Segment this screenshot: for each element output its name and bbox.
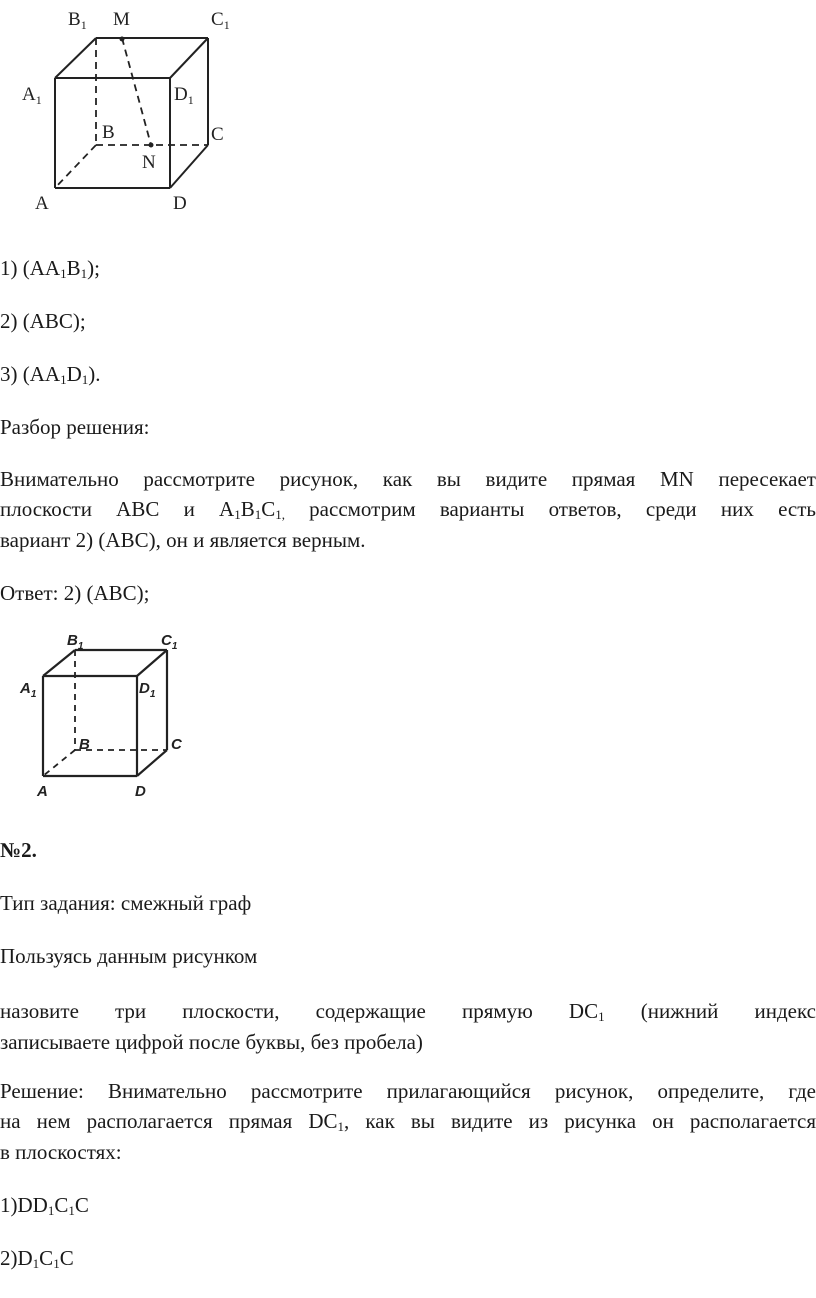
cube-figure-plain <box>15 630 215 810</box>
fig2-label-a: A <box>37 783 48 800</box>
plane-2: $2)D_1C_1C$ <box>0 1246 74 1271</box>
answer-text: Ответ: 2) (ABC); <box>0 581 150 605</box>
analysis-line-3: вариант 2) (ABC), он и является верным. <box>0 528 366 552</box>
fig2-label-b: B <box>79 736 90 753</box>
fig2-label-c: C <box>171 736 182 753</box>
label-b1: $B_1$ <box>68 9 87 32</box>
analysis-line-1: Внимательно рассмотрите рисунок, как вы видите прямая MN пересекает <box>0 467 816 491</box>
label-c1: $C_1$ <box>211 9 230 32</box>
question-line-1: назовите три плоскости, содержащие прямую $DC_1$ (нижний индекс <box>0 999 816 1024</box>
analysis-heading: Разбор решения: <box>0 415 150 439</box>
option-3: 3) $(AA_1D_1)$. <box>0 362 101 387</box>
task-type: Тип задания: смежный граф <box>0 891 252 915</box>
label-a: A <box>35 193 49 214</box>
label-d: D <box>173 193 187 214</box>
fig2-label-b1: $B_1$ <box>67 632 84 652</box>
plane-1: $1)DD_1C_1C$ <box>0 1193 89 1218</box>
option-1: 1) $(AA_1B_1)$; <box>0 256 100 281</box>
label-c: C <box>211 124 224 145</box>
label-d1: $D_1$ <box>174 84 194 107</box>
label-a1: $A_1$ <box>22 84 42 107</box>
fig2-label-d1: $D_1$ <box>139 680 156 700</box>
cube-figure-mn <box>0 0 260 220</box>
label-m: M <box>113 9 130 30</box>
task-prompt: Пользуясь данным рисунком <box>0 944 258 968</box>
solution-line-2: на нем располагается прямая $DC_1$, как вы видите из рисунка он располагается <box>0 1109 816 1134</box>
task-number: №2. <box>0 838 37 862</box>
solution-line-3: в плоскостях: <box>0 1140 122 1164</box>
fig2-label-a1: $A_1$ <box>20 680 37 700</box>
analysis-line-2: плоскости ABC и $A_1B_1C_{1,}$ рассмотрим варианты ответов, среди них есть <box>0 497 816 522</box>
question-line-2: записываете цифрой после буквы, без пробела) <box>0 1030 423 1054</box>
solution-line-1: Решение: Внимательно рассмотрите прилагающийся рисунок, определите, где <box>0 1079 816 1103</box>
fig2-label-c1: $C_1$ <box>161 632 178 652</box>
label-n: N <box>142 152 156 173</box>
fig2-label-d: D <box>135 783 146 800</box>
label-b: B <box>102 122 115 143</box>
option-2: 2) (ABC); <box>0 309 86 333</box>
